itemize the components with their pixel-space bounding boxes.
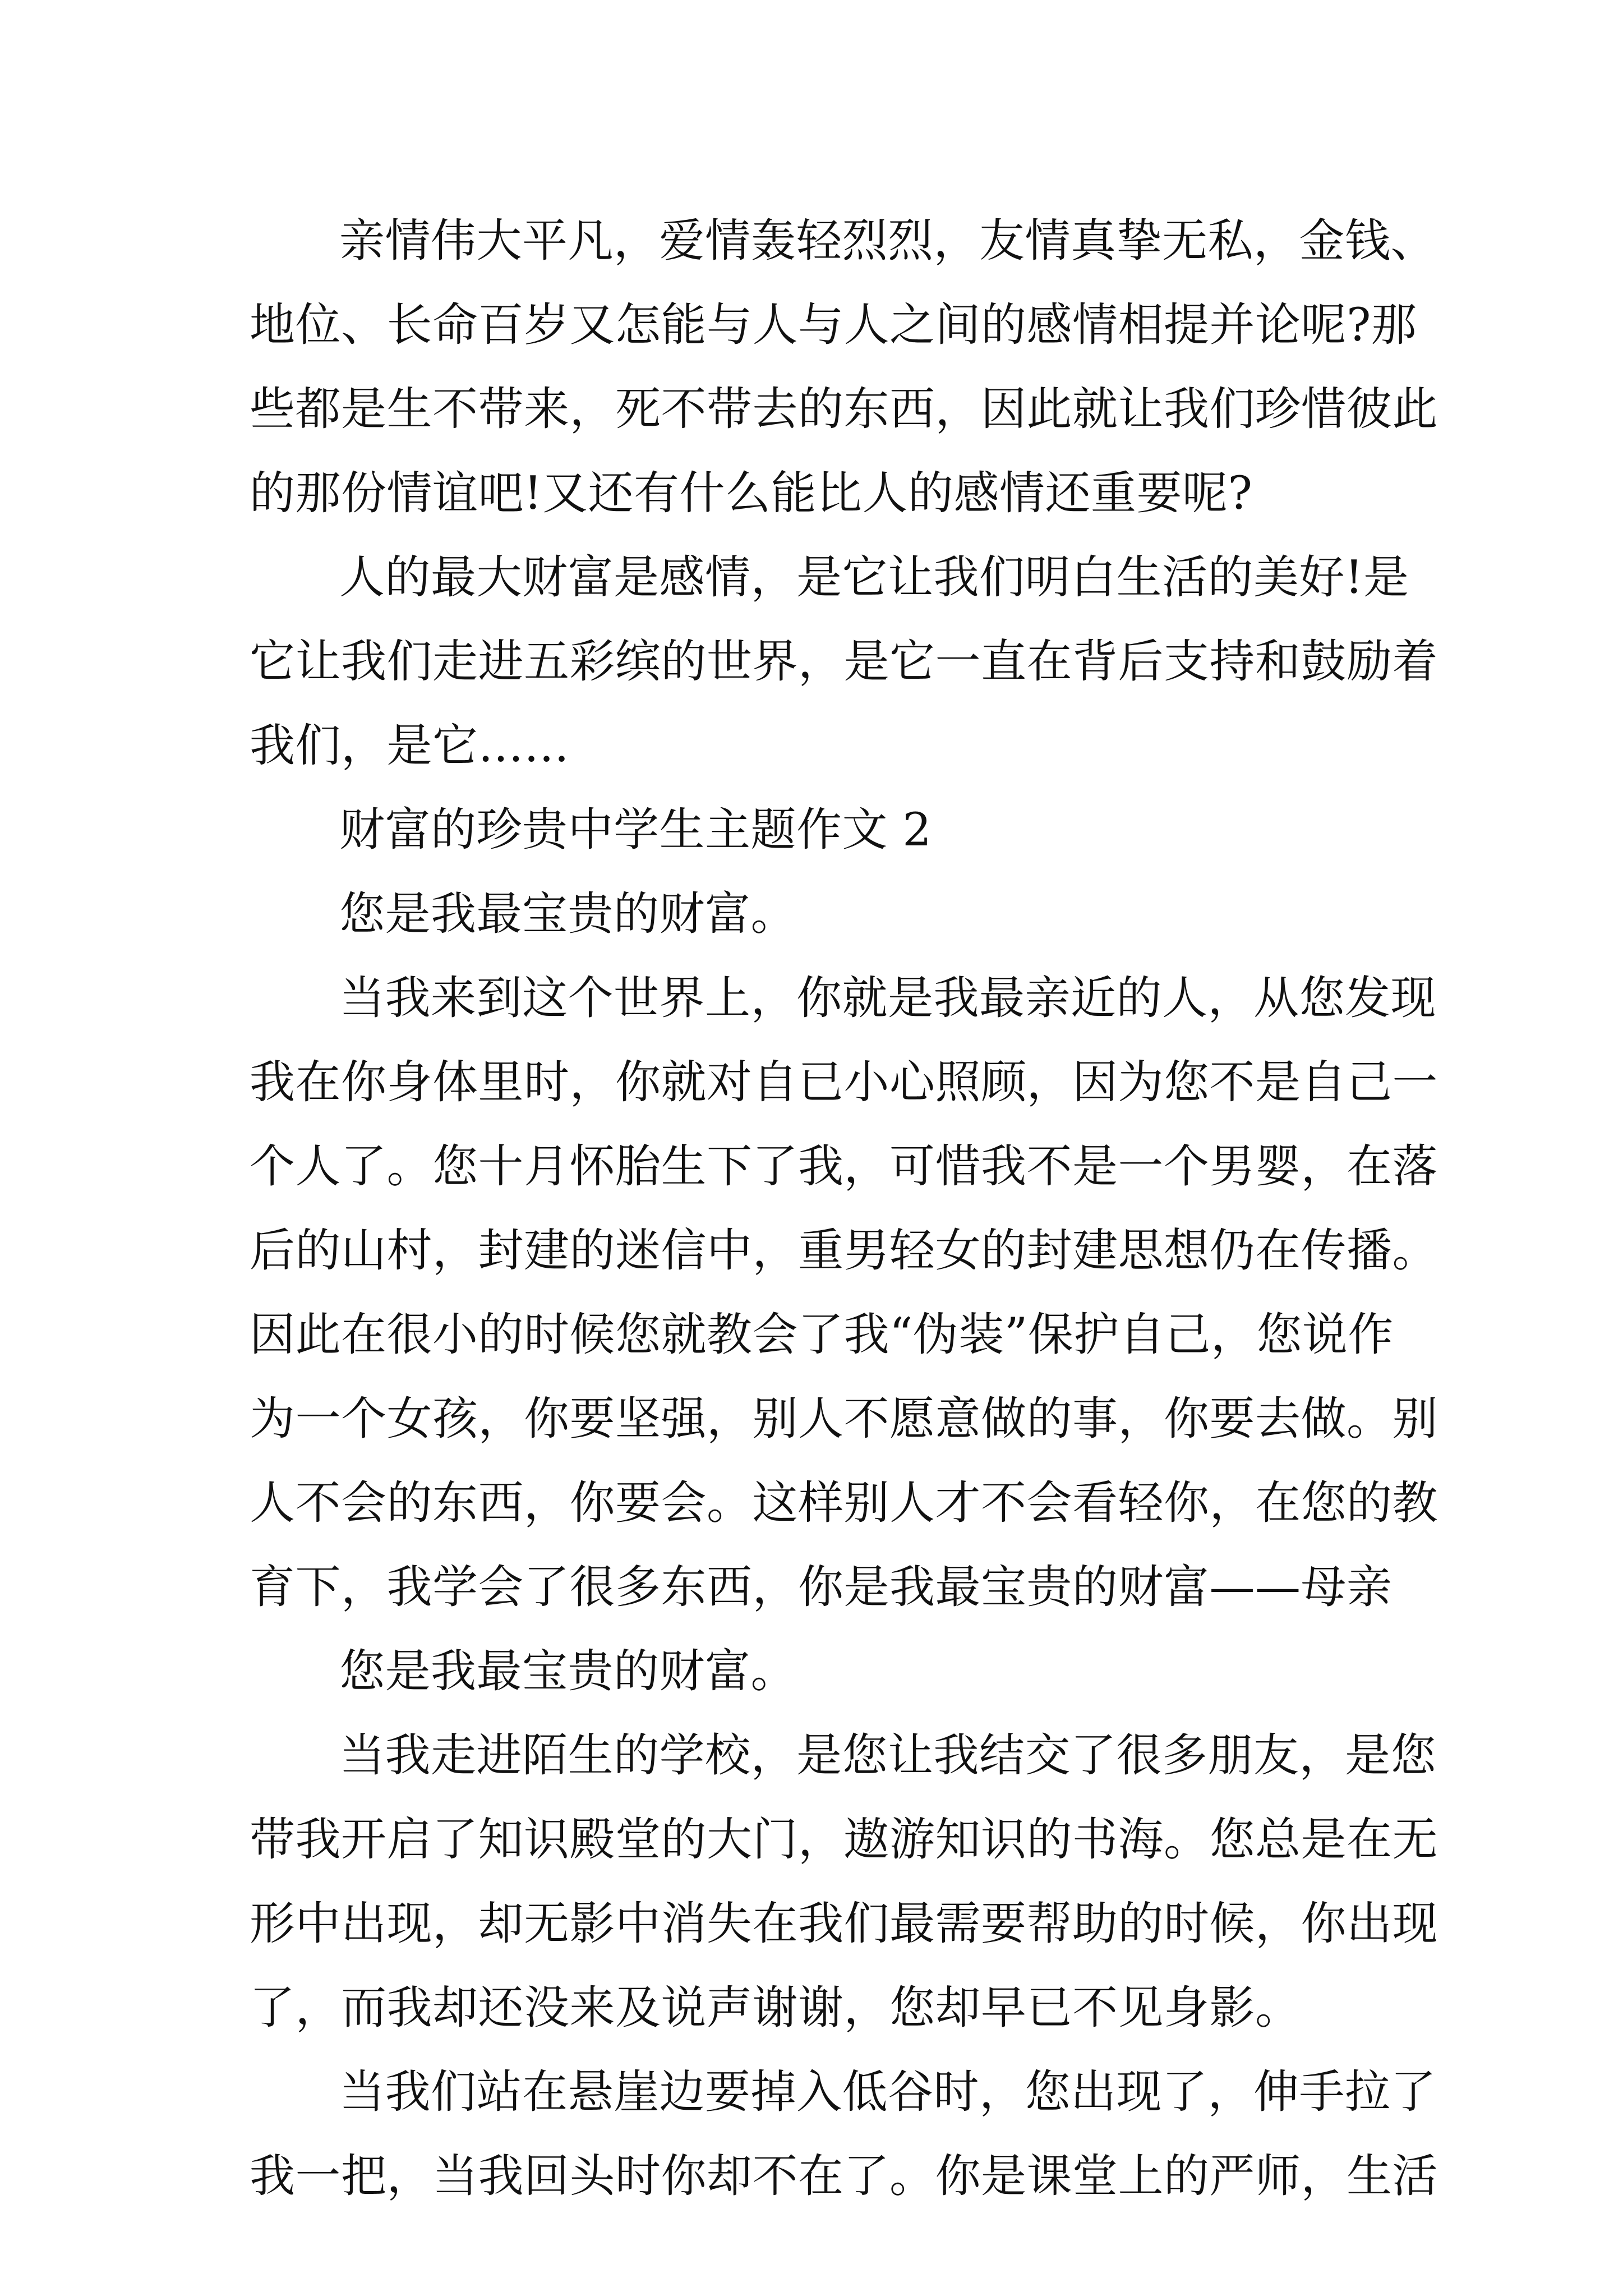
text-line: 它让我们走进五彩缤的世界，是它一直在背后支持和鼓励着 [250, 636, 1438, 688]
text-line: 您是我最宝贵的财富。 [339, 888, 797, 941]
text-line: 地位、长命百岁又怎能与人与人之间的感情相提并论呢?那 [250, 299, 1417, 352]
text-line: 人的最大财富是感情，是它让我们明白生活的美好!是 [339, 551, 1409, 604]
document-body [250, 199, 1438, 2219]
text-line: 因此在很小的时候您就教会了我“伪装”保护自己，您说作 [250, 1309, 1394, 1361]
text-line: 当我走进陌生的学校，是您让我结交了很多朋友，是您 [339, 1729, 1437, 1782]
text-line: 了，而我却还没来及说声谢谢，您却早已不见身影。 [250, 1982, 1301, 2035]
text-line: 我一把，当我回头时你却不在了。你是课堂上的严师，生活 [250, 2150, 1438, 2203]
text-line: 的那份情谊吧!又还有什么能比人的感情还重要呢? [250, 467, 1253, 520]
text-line: 育下，我学会了很多东西，你是我最宝贵的财富——母亲 [250, 1561, 1393, 1614]
text-line: 个人了。您十月怀胎生下了我，可惜我不是一个男婴，在落 [250, 1140, 1438, 1193]
section-title: 财富的珍贵中学生主题作文 2 [339, 804, 932, 857]
text-line: 当我来到这个世界上，你就是我最亲近的人，从您发现 [339, 972, 1437, 1025]
text-line: 形中出现，却无影中消失在我们最需要帮助的时候，你出现 [250, 1898, 1438, 1950]
text-line: 为一个女孩，你要坚强，别人不愿意做的事，你要去做。别 [250, 1393, 1438, 1446]
text-line: 些都是生不带来，死不带去的东西，因此就让我们珍惜彼此 [250, 383, 1438, 436]
text-line: 人不会的东西，你要会。这样别人才不会看轻你，在您的教 [250, 1477, 1438, 1530]
text-line: 后的山村，封建的迷信中，重男轻女的封建思想仍在传播。 [250, 1225, 1438, 1277]
text-line: 我们，是它…… [250, 720, 570, 772]
text-line: 当我们站在悬崖边要掉入低谷时，您出现了，伸手拉了 [339, 2066, 1437, 2119]
text-line: 亲情伟大平凡，爱情轰轻烈烈，友情真挚无私，金钱、 [339, 215, 1437, 268]
text-line: 我在你身体里时，你就对自已小心照顾，因为您不是自己一 [250, 1056, 1438, 1109]
text-line: 带我开启了知识殿堂的大门，遨游知识的书海。您总是在无 [250, 1814, 1438, 1866]
text-line: 您是我最宝贵的财富。 [339, 1645, 797, 1698]
